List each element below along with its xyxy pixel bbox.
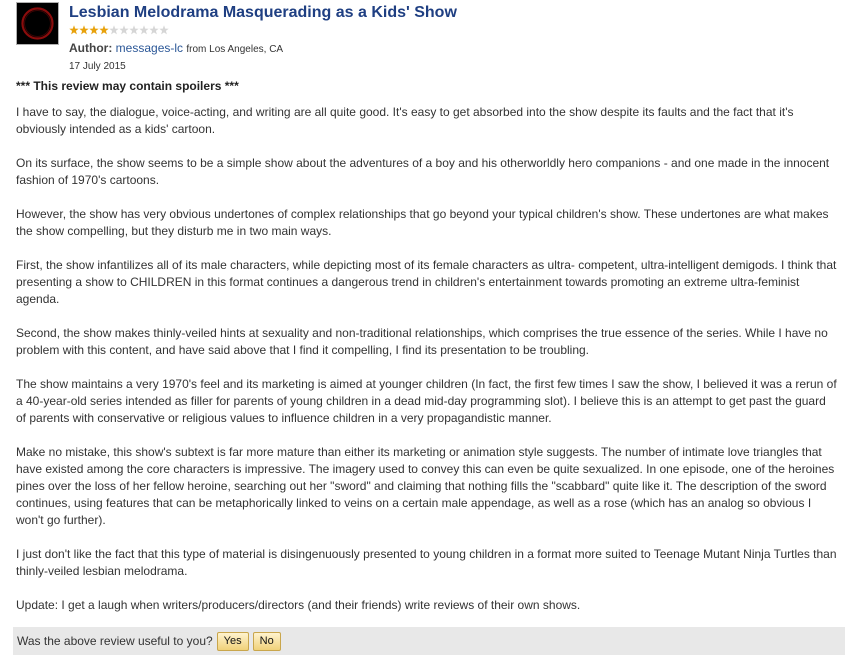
review-paragraph: However, the show has very obvious undertones of complex relationships that go beyond your typical children's show. These undertones are what makes the show compelling, but they disturb me in two main ways. bbox=[16, 207, 829, 238]
review-paragraph: First, the show infantilizes all of its male characters, while depicting most of its female characters as ultra- competent, ultra-intelligent demigods. I think that presenting a show to CHILDREN in this format continues a dangerous trend in children's entertainment towards promoting an extreme ultra-feminist agenda. bbox=[16, 258, 837, 306]
review-date: 17 July 2015 bbox=[69, 61, 126, 72]
useful-vote-bar bbox=[13, 627, 845, 655]
yes-button[interactable]: Yes bbox=[217, 632, 249, 651]
no-button[interactable]: No bbox=[253, 632, 281, 651]
spoiler-warning: *** This review may contain spoilers *** bbox=[16, 79, 239, 93]
author-avatar[interactable] bbox=[16, 2, 59, 45]
star-icon bbox=[119, 25, 129, 35]
star-icon bbox=[139, 25, 149, 35]
review-body bbox=[16, 104, 838, 631]
star-icon bbox=[99, 25, 109, 35]
review-paragraph: On its surface, the show seems to be a simple show about the adventures of a boy and his otherworldly hero companions - and one made in the innocent fashion of 1970's cartoons. bbox=[16, 156, 830, 187]
review-paragraph: I just don't like the fact that this type of material is disingenuously presented to young children in a format more suited to Teenage Mutant Ninja Turtles than thinly-veiled lesbian melodrama. bbox=[16, 547, 837, 578]
author-label: Author: bbox=[69, 41, 113, 55]
review-header bbox=[69, 3, 457, 73]
star-icon bbox=[159, 25, 169, 35]
review-paragraph: Make no mistake, this show's subtext is far more mature than either its marketing or animation style suggests. The number of intimate love triangles that have existed among the core characters is impressive. The imagery used to convey this can even be quite sexualized. In one episode, one of the heroines pines over the loss of her fellow heroine, searching out her "sword" and claiming that nothing fills the "scabbard" quite like it. The description of the sword continues, using features that can be metaphorically linked to veins on a certain male appendage, as well as a rose (which has an analog so obvious I won't go further). bbox=[16, 445, 835, 527]
author-location: from Los Angeles, CA bbox=[186, 44, 284, 55]
star-icon bbox=[109, 25, 119, 35]
star-icon bbox=[79, 25, 89, 35]
review-paragraph: Second, the show makes thinly-veiled hints at sexuality and non-traditional relationships, which comprises the true essence of the series. While I have no problem with this content, and have said above that I find it compelling, I find its presentation to be troubling. bbox=[16, 326, 828, 357]
star-icon bbox=[69, 25, 79, 35]
star-icon bbox=[89, 25, 99, 35]
rating-stars bbox=[69, 25, 457, 37]
author-line bbox=[69, 41, 457, 57]
useful-question: Was the above review useful to you? bbox=[17, 634, 213, 648]
review-title: Lesbian Melodrama Masquerading as a Kids' Show bbox=[69, 4, 457, 21]
star-icon bbox=[149, 25, 159, 35]
author-link[interactable]: messages-lc bbox=[115, 41, 184, 55]
star-icon bbox=[129, 25, 139, 35]
review-paragraph: I have to say, the dialogue, voice-acting, and writing are all quite good. It's easy to get absorbed into the show despite its faults and the fact that it's obviously intended as a kids' cartoon. bbox=[16, 105, 794, 136]
review-paragraph: The show maintains a very 1970's feel and its marketing is aimed at younger children (In fact, the first few times I saw the show, I believed it was a rerun of a 40-year-old series intended as filler for parents of young children in a dead mid-day programming slot). I believe this is an attempt to get past the guard of parents with conservative or religious values to influence children in a very propagandistic manner. bbox=[16, 377, 837, 425]
review-paragraph: Update: I get a laugh when writers/producers/directors (and their friends) write reviews of their own shows. bbox=[16, 598, 581, 612]
red-ring-avatar-icon bbox=[17, 3, 58, 44]
